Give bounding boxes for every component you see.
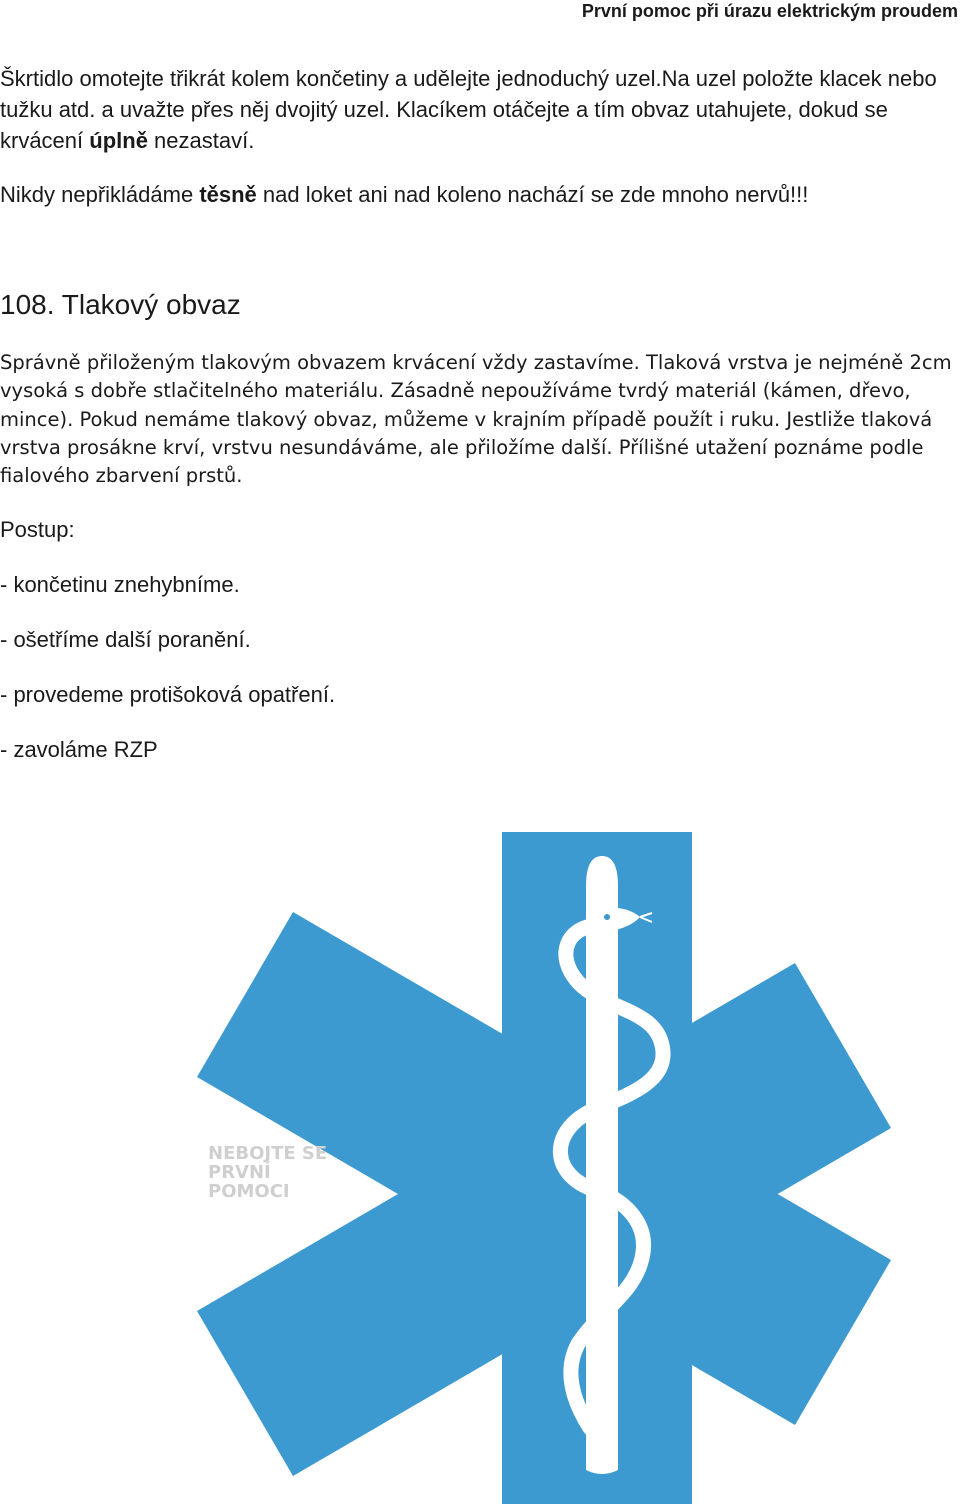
warning-emphasis: těsně — [199, 182, 257, 207]
step-item: - končetinu znehybníme. — [0, 572, 240, 597]
tourniquet-text-1: Škrtidlo omotejte třikrát kolem končetiny a udělejte jednoduchý uzel.Na uzel položte klacek nebo tužku atd. a uvažte přes něj dvojitý uzel. Klacíkem otáčejte a tím obvaz utahujete, dokud se krvácení — [0, 66, 937, 153]
serpent-eye — [604, 914, 610, 920]
steps-title: Postup: — [0, 517, 75, 542]
step-item: - ošetříme další poranění. — [0, 627, 251, 652]
watermark-line: POMOCI — [208, 1181, 290, 1202]
tourniquet-text-2: nezastaví. — [147, 128, 255, 153]
step-item: - provedeme protišoková opatření. — [0, 682, 336, 707]
staff-rod — [586, 856, 618, 1474]
warning-text-2: nad loket ani nad koleno nachází se zde mnoho nervů!!! — [256, 182, 809, 207]
star-of-life-shape — [197, 832, 891, 1504]
section-title: 108. Tlakový obvaz — [0, 289, 241, 320]
watermark-line: PRVNÍ — [208, 1162, 271, 1183]
pressure-bandage-paragraph: Správně přiloženým tlakovým obvazem krvácení vždy zastavíme. Tlaková vrstva je nejméně 2cm vysoká s dobře stlačitelného materiálu. Zásadně nepoužíváme tvrdý materiál (kámen, dřevo, mince). Pokud nemáme tlakový obvaz, můžeme v krajním případě použít i ruku. Jestliže tlaková vrstva prosákne krví, vrstvu nesundáváme, ale přiložíme další. Přílišné utažení poznáme podle fialového zbarvení prstů. — [0, 351, 952, 488]
warning-text-1: Nikdy nepřikládáme — [0, 182, 200, 207]
running-header: První pomoc při úrazu elektrickým proudem — [581, 1, 958, 21]
tourniquet-emphasis-1: úplně — [89, 128, 148, 153]
watermark — [208, 1143, 327, 1202]
step-item: - zavoláme RZP — [0, 737, 158, 762]
watermark-line: NEBOJTE SE — [208, 1143, 328, 1164]
